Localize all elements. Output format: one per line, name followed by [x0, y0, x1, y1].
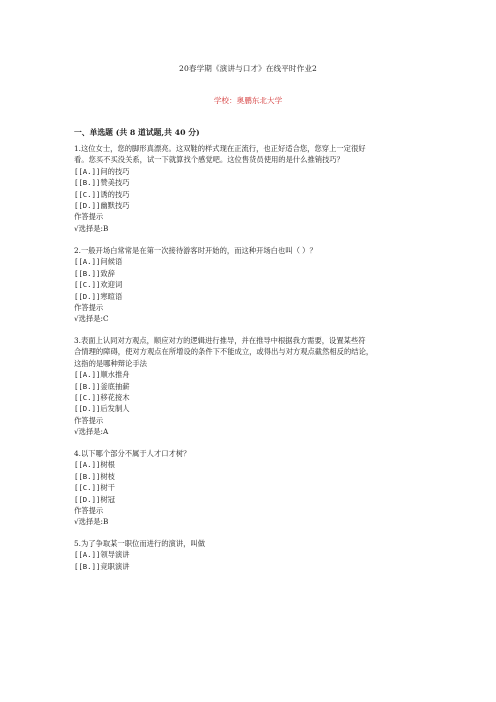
option-a: [[A.]]问的技巧 — [74, 166, 130, 176]
answer-text: √选择是:A — [74, 427, 109, 437]
question-stem-line: 2.一般开场白常常是在第一次接待游客时开始的，而这种开场白也叫（ ）？ — [74, 246, 317, 255]
option-c: [[C.]]欢迎词 — [74, 280, 123, 290]
option-a: [[A.]]领导演讲 — [74, 550, 130, 560]
answer-hint-label: 作答提示 — [74, 303, 104, 313]
option-c: [[C.]]树干 — [74, 483, 115, 493]
question-stem-line: 5.为了争取某一职位而进行的演讲，叫做 — [74, 539, 206, 548]
option-c: [[C.]]移花接木 — [74, 393, 130, 403]
option-d: [[D.]]寒暄语 — [74, 291, 123, 301]
option-b: [[B.]]致辞 — [74, 268, 115, 278]
option-b: [[B.]]竞职演讲 — [74, 561, 130, 571]
section-heading: 一、单选题 (共 8 道试题,共 40 分) — [74, 128, 200, 137]
answer-text: √选择是:C — [74, 314, 109, 324]
question-5 — [74, 538, 430, 572]
question-1 — [74, 143, 430, 234]
question-stem-line: 看。您买不买没关系，试一下就算找个感觉吧。这位售货员使用的是什么推销技巧？ — [74, 155, 344, 165]
question-4 — [74, 448, 430, 528]
answer-text: √选择是:B — [74, 517, 109, 527]
document-title: 20春学期《演讲与口才》在线平时作业2 — [179, 64, 317, 73]
question-3 — [74, 335, 430, 438]
answer-text: √选择是:B — [74, 223, 109, 233]
option-d: [[D.]]后发制人 — [74, 404, 130, 414]
option-d: [[D.]]树冠 — [74, 494, 115, 504]
question-stem-line: 4.以下哪个部分不属于人才口才树？ — [74, 449, 191, 458]
option-b: [[B.]]树枝 — [74, 471, 115, 481]
option-b: [[B.]]釜底抽薪 — [74, 381, 130, 391]
option-a: [[A.]]问候语 — [74, 257, 123, 267]
question-stem-line: 1.这位女士，您的脚形真漂亮。这双鞋的样式现在正流行，也正好适合您，您穿上一定很好 — [74, 144, 366, 153]
answer-hint-label: 作答提示 — [74, 415, 104, 425]
question-2 — [74, 245, 430, 325]
school-name: 学校：奥鹏东北大学 — [213, 96, 283, 105]
option-d: [[D.]]幽默技巧 — [74, 201, 130, 211]
question-stem-line: 3.表面上认同对方观点，顺应对方的逻辑进行推导，并在推导中根据我方需要，设置某些符 — [74, 336, 366, 345]
option-a: [[A.]]顺水推舟 — [74, 370, 130, 380]
answer-hint-label: 作答提示 — [74, 212, 104, 222]
question-stem-line: 这指的是哪种辩论手法 — [74, 358, 147, 368]
option-b: [[B.]]赞美技巧 — [74, 178, 130, 188]
option-c: [[C.]]诱的技巧 — [74, 189, 130, 199]
option-a: [[A.]]树根 — [74, 460, 115, 470]
answer-hint-label: 作答提示 — [74, 506, 104, 516]
question-stem-line: 合情理的障碍，使对方观点在所增设的条件下不能成立，或得出与对方观点截然相反的结论， — [74, 347, 374, 357]
